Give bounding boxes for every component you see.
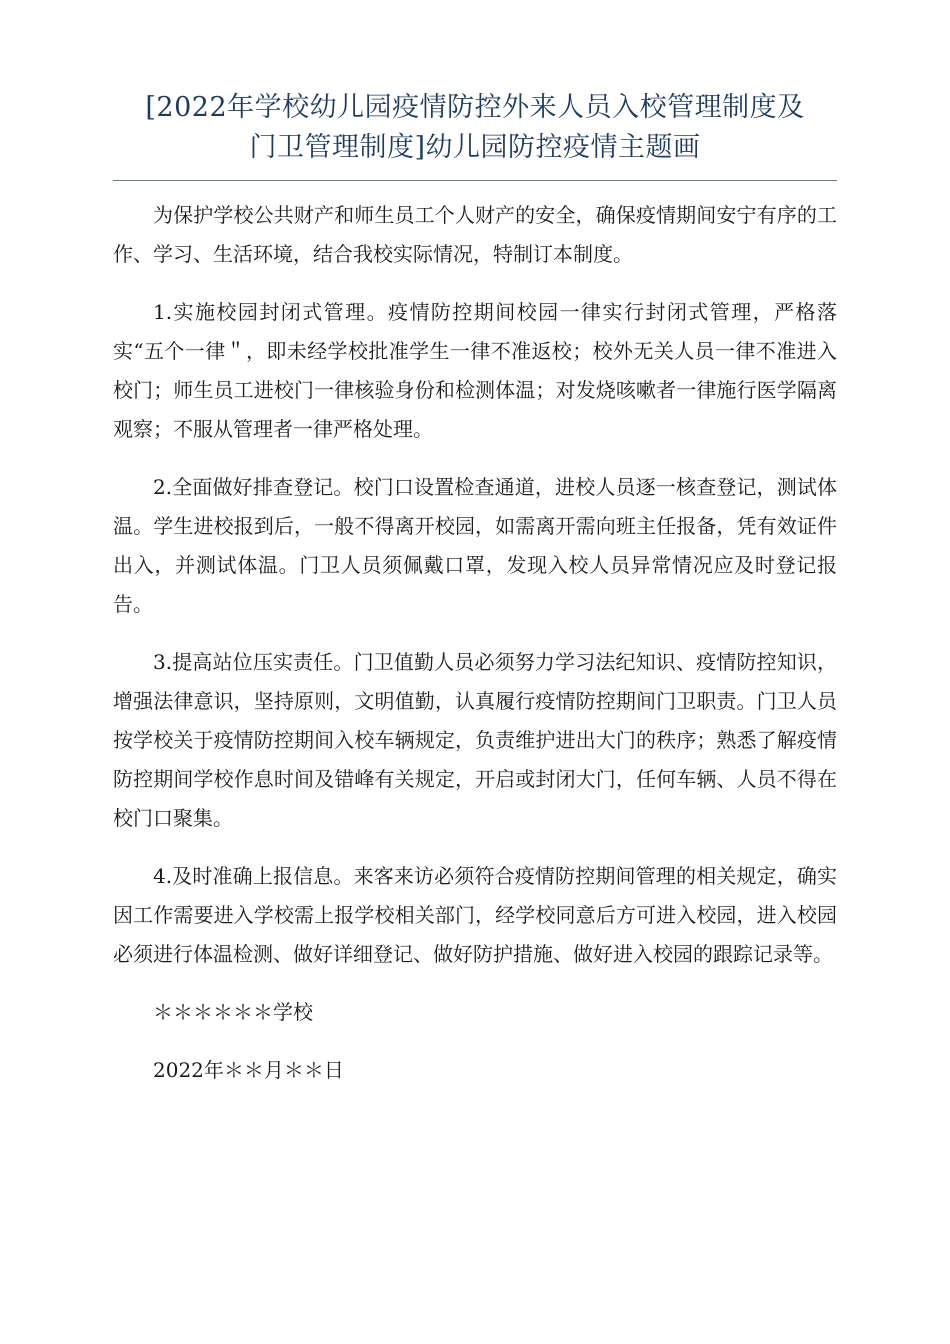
rule-paragraph-2: 2.全面做好排查登记。校门口设置检查通道，进校人员逐一核查登记，测试体温。学生进校报到后，一般不得离开校园，如需离开需向班主任报备，凭有效证件出入，并测试体温。门卫人员须佩戴口罩，发现入校人员异常情况应及时登记报告。 [113,475,837,616]
title-line-1: [2022年学校幼儿园疫情防控外来人员入校管理制度及 [145,92,805,123]
document-title [113,88,837,168]
rule-paragraph-1: 1.实施校园封闭式管理。疫情防控期间校园一律实行封闭式管理，严格落实“五个一律＂，即未经学校批准学生一律不准返校；校外无关人员一律不准进入校门；师生员工进校门一律核验身份和检测体温；对发烧咳嗽者一律施行医学隔离观察；不服从管理者一律严格处理。 [113,300,837,441]
document-body [113,196,837,1109]
signature-school: ＊＊＊＊＊＊学校 [153,1000,313,1024]
signature-date: 2022年＊＊月＊＊日 [153,1058,344,1082]
rule-paragraph-3: 3.提高站位压实责任。门卫值勤人员必须努力学习法纪知识、疫情防控知识，增强法律意识，坚持原则，文明值勤，认真履行疫情防控期间门卫职责。门卫人员按学校关于疫情防控期间入校车辆规定，负责维护进出大门的秩序；熟悉了解疫情防控期间学校作息时间及错峰有关规定，开启或封闭大门，任何车辆、人员不得在校门口聚集。 [113,650,837,830]
rule-paragraph-4: 4.及时准确上报信息。来客来访必须符合疫情防控期间管理的相关规定，确实因工作需要进入学校需上报学校相关部门，经学校同意后方可进入校园，进入校园必须进行体温检测、做好详细登记、做好防护措施、做好进入校园的跟踪记录等。 [113,864,837,966]
intro-paragraph: 为保护学校公共财产和师生员工个人财产的安全，确保疫情期间安宁有序的工作、学习、生活环境，结合我校实际情况，特制订本制度。 [113,203,837,266]
title-line-2: 门卫管理制度]幼儿园防控疫情主题画 [249,132,701,163]
title-divider [113,180,837,181]
